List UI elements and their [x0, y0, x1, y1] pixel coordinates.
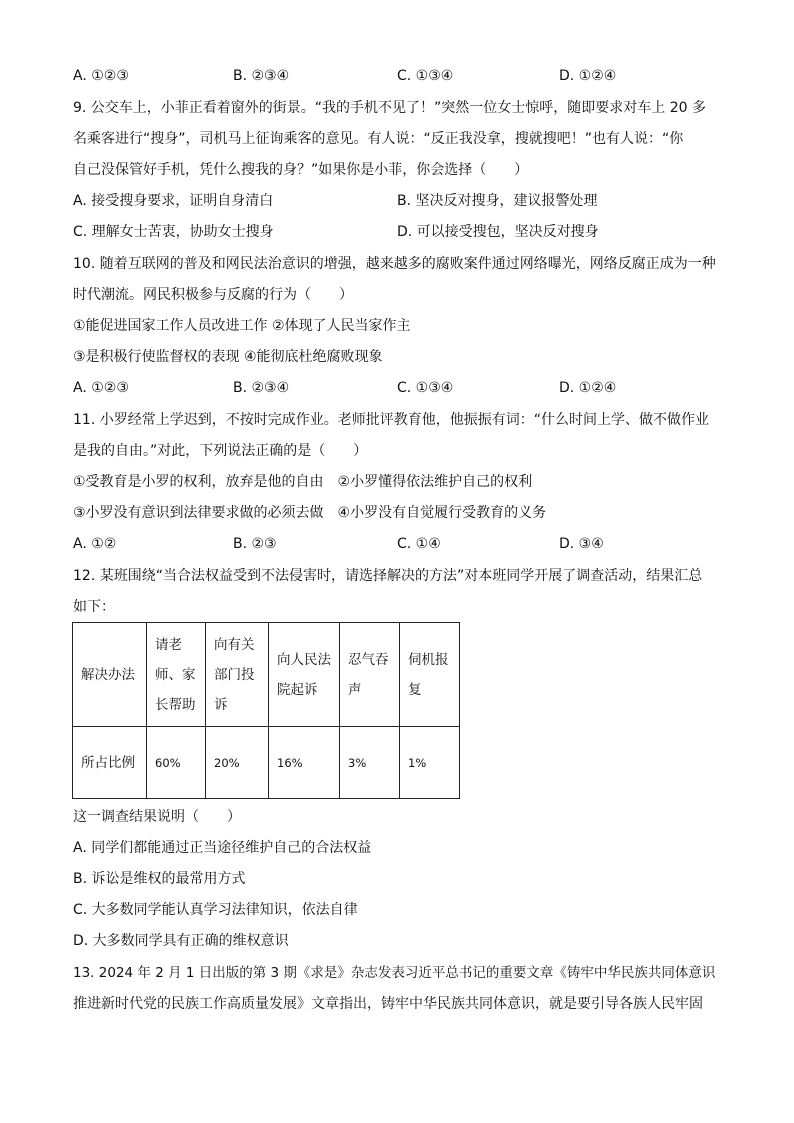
q8-option-c[interactable]: C. ①③④ — [397, 68, 454, 84]
q8-option-a[interactable]: A. ①②③ — [73, 68, 129, 84]
q11-stem-line-1: 11. 小罗经常上学迟到，不按时完成作业。老师批评教育他，他振振有词：“什么时间上学、做不做作业 — [73, 412, 709, 428]
table-cell: 60% — [147, 727, 206, 799]
q10-statement-line-2: ③是积极行使监督权的表现 ④能彻底杜绝腐败现象 — [73, 349, 383, 365]
q12-prompt: 这一调查结果说明（ ） — [73, 809, 241, 825]
table-row — [73, 727, 460, 799]
q12-option-d[interactable]: D. 大多数同学具有正确的维权意识 — [73, 933, 289, 949]
q13-stem-line-1: 13. 2024 年 2 月 1 日出版的第 3 期《求是》杂志发表习近平总书记的重要文章《铸牢中华民族共同体意识 — [73, 965, 716, 981]
q12-option-a[interactable]: A. 同学们都能通过正当途径维护自己的合法权益 — [73, 840, 372, 856]
q9-option-b[interactable]: B. 坚决反对搜身，建议报警处理 — [397, 193, 598, 209]
table-header-cell: 忍气吞声 — [340, 623, 400, 727]
q10-option-a[interactable]: A. ①②③ — [73, 380, 129, 396]
q8-option-b[interactable]: B. ②③④ — [233, 68, 290, 84]
q8-option-d[interactable]: D. ①②④ — [559, 68, 617, 84]
q10-option-c[interactable]: C. ①③④ — [397, 380, 454, 396]
table-header-cell: 请老师、家长帮助 — [147, 623, 206, 727]
table-header-cell: 向人民法院起诉 — [269, 623, 340, 727]
q11-option-b[interactable]: B. ②③ — [233, 536, 277, 552]
q12-stem-line-1: 12. 某班围绕“当合法权益受到不法侵害时，请选择解决的方法”对本班同学开展了调查活动，结果汇总 — [73, 568, 703, 584]
q12-option-b[interactable]: B. 诉讼是维权的最常用方式 — [73, 871, 246, 887]
q11-statement-line-1: ①受教育是小罗的权利，放弃是他的自由 ②小罗懂得依法维护自己的权利 — [73, 474, 533, 490]
q11-option-a[interactable]: A. ①② — [73, 536, 117, 552]
table-header-cell: 向有关部门投诉 — [206, 623, 269, 727]
q11-option-d[interactable]: D. ③④ — [559, 536, 604, 552]
table-header-cell: 伺机报复 — [400, 623, 460, 727]
table-header-cell: 所占比例 — [73, 727, 147, 799]
q9-option-d[interactable]: D. 可以接受搜包，坚决反对搜身 — [397, 224, 599, 240]
q12-stem-line-2: 如下： — [73, 599, 115, 615]
survey-table — [72, 622, 460, 799]
q9-stem-line-3: 自己没保管好手机，凭什么搜我的身？”如果你是小菲，你会选择（ ） — [73, 162, 529, 178]
q10-stem-line-1: 10. 随着互联网的普及和网民法治意识的增强，越来越多的腐败案件通过网络曝光，网络反腐正成为一种 — [73, 256, 716, 272]
table-cell: 1% — [400, 727, 460, 799]
q13-stem-line-2: 推进新时代党的民族工作高质量发展》文章指出，铸牢中华民族共同体意识，就是要引导各族人民牢固 — [73, 996, 703, 1012]
q9-option-a[interactable]: A. 接受搜身要求，证明自身清白 — [73, 193, 274, 209]
q10-option-d[interactable]: D. ①②④ — [559, 380, 617, 396]
table-row — [73, 623, 460, 727]
q11-option-c[interactable]: C. ①④ — [397, 536, 441, 552]
q10-stem-line-2: 时代潮流。网民积极参与反腐的行为（ ） — [73, 287, 353, 303]
table-cell: 16% — [269, 727, 340, 799]
q9-stem-line-2: 名乘客进行“搜身”，司机马上征询乘客的意见。有人说：“反正我没拿，搜就搜吧！”也有人说：“你 — [73, 131, 684, 147]
q9-stem-line-1: 9. 公交车上，小菲正看着窗外的街景。“我的手机不见了！”突然一位女士惊呼，随即要求对车上 20 多 — [73, 100, 707, 116]
q10-statement-line-1: ①能促进国家工作人员改进工作 ②体现了人民当家作主 — [73, 318, 411, 334]
q11-stem-line-2: 是我的自由。”对此，下列说法正确的是（ ） — [73, 443, 368, 459]
table-cell: 20% — [206, 727, 269, 799]
table-cell: 3% — [340, 727, 400, 799]
q11-statement-line-2: ③小罗没有意识到法律要求做的必须去做 ④小罗没有自觉履行受教育的义务 — [73, 505, 547, 521]
table-header-cell: 解决办法 — [73, 623, 147, 727]
q9-option-c[interactable]: C. 理解女士苦衷，协助女士搜身 — [73, 224, 274, 240]
q10-option-b[interactable]: B. ②③④ — [233, 380, 290, 396]
q12-option-c[interactable]: C. 大多数同学能认真学习法律知识，依法自律 — [73, 902, 358, 918]
